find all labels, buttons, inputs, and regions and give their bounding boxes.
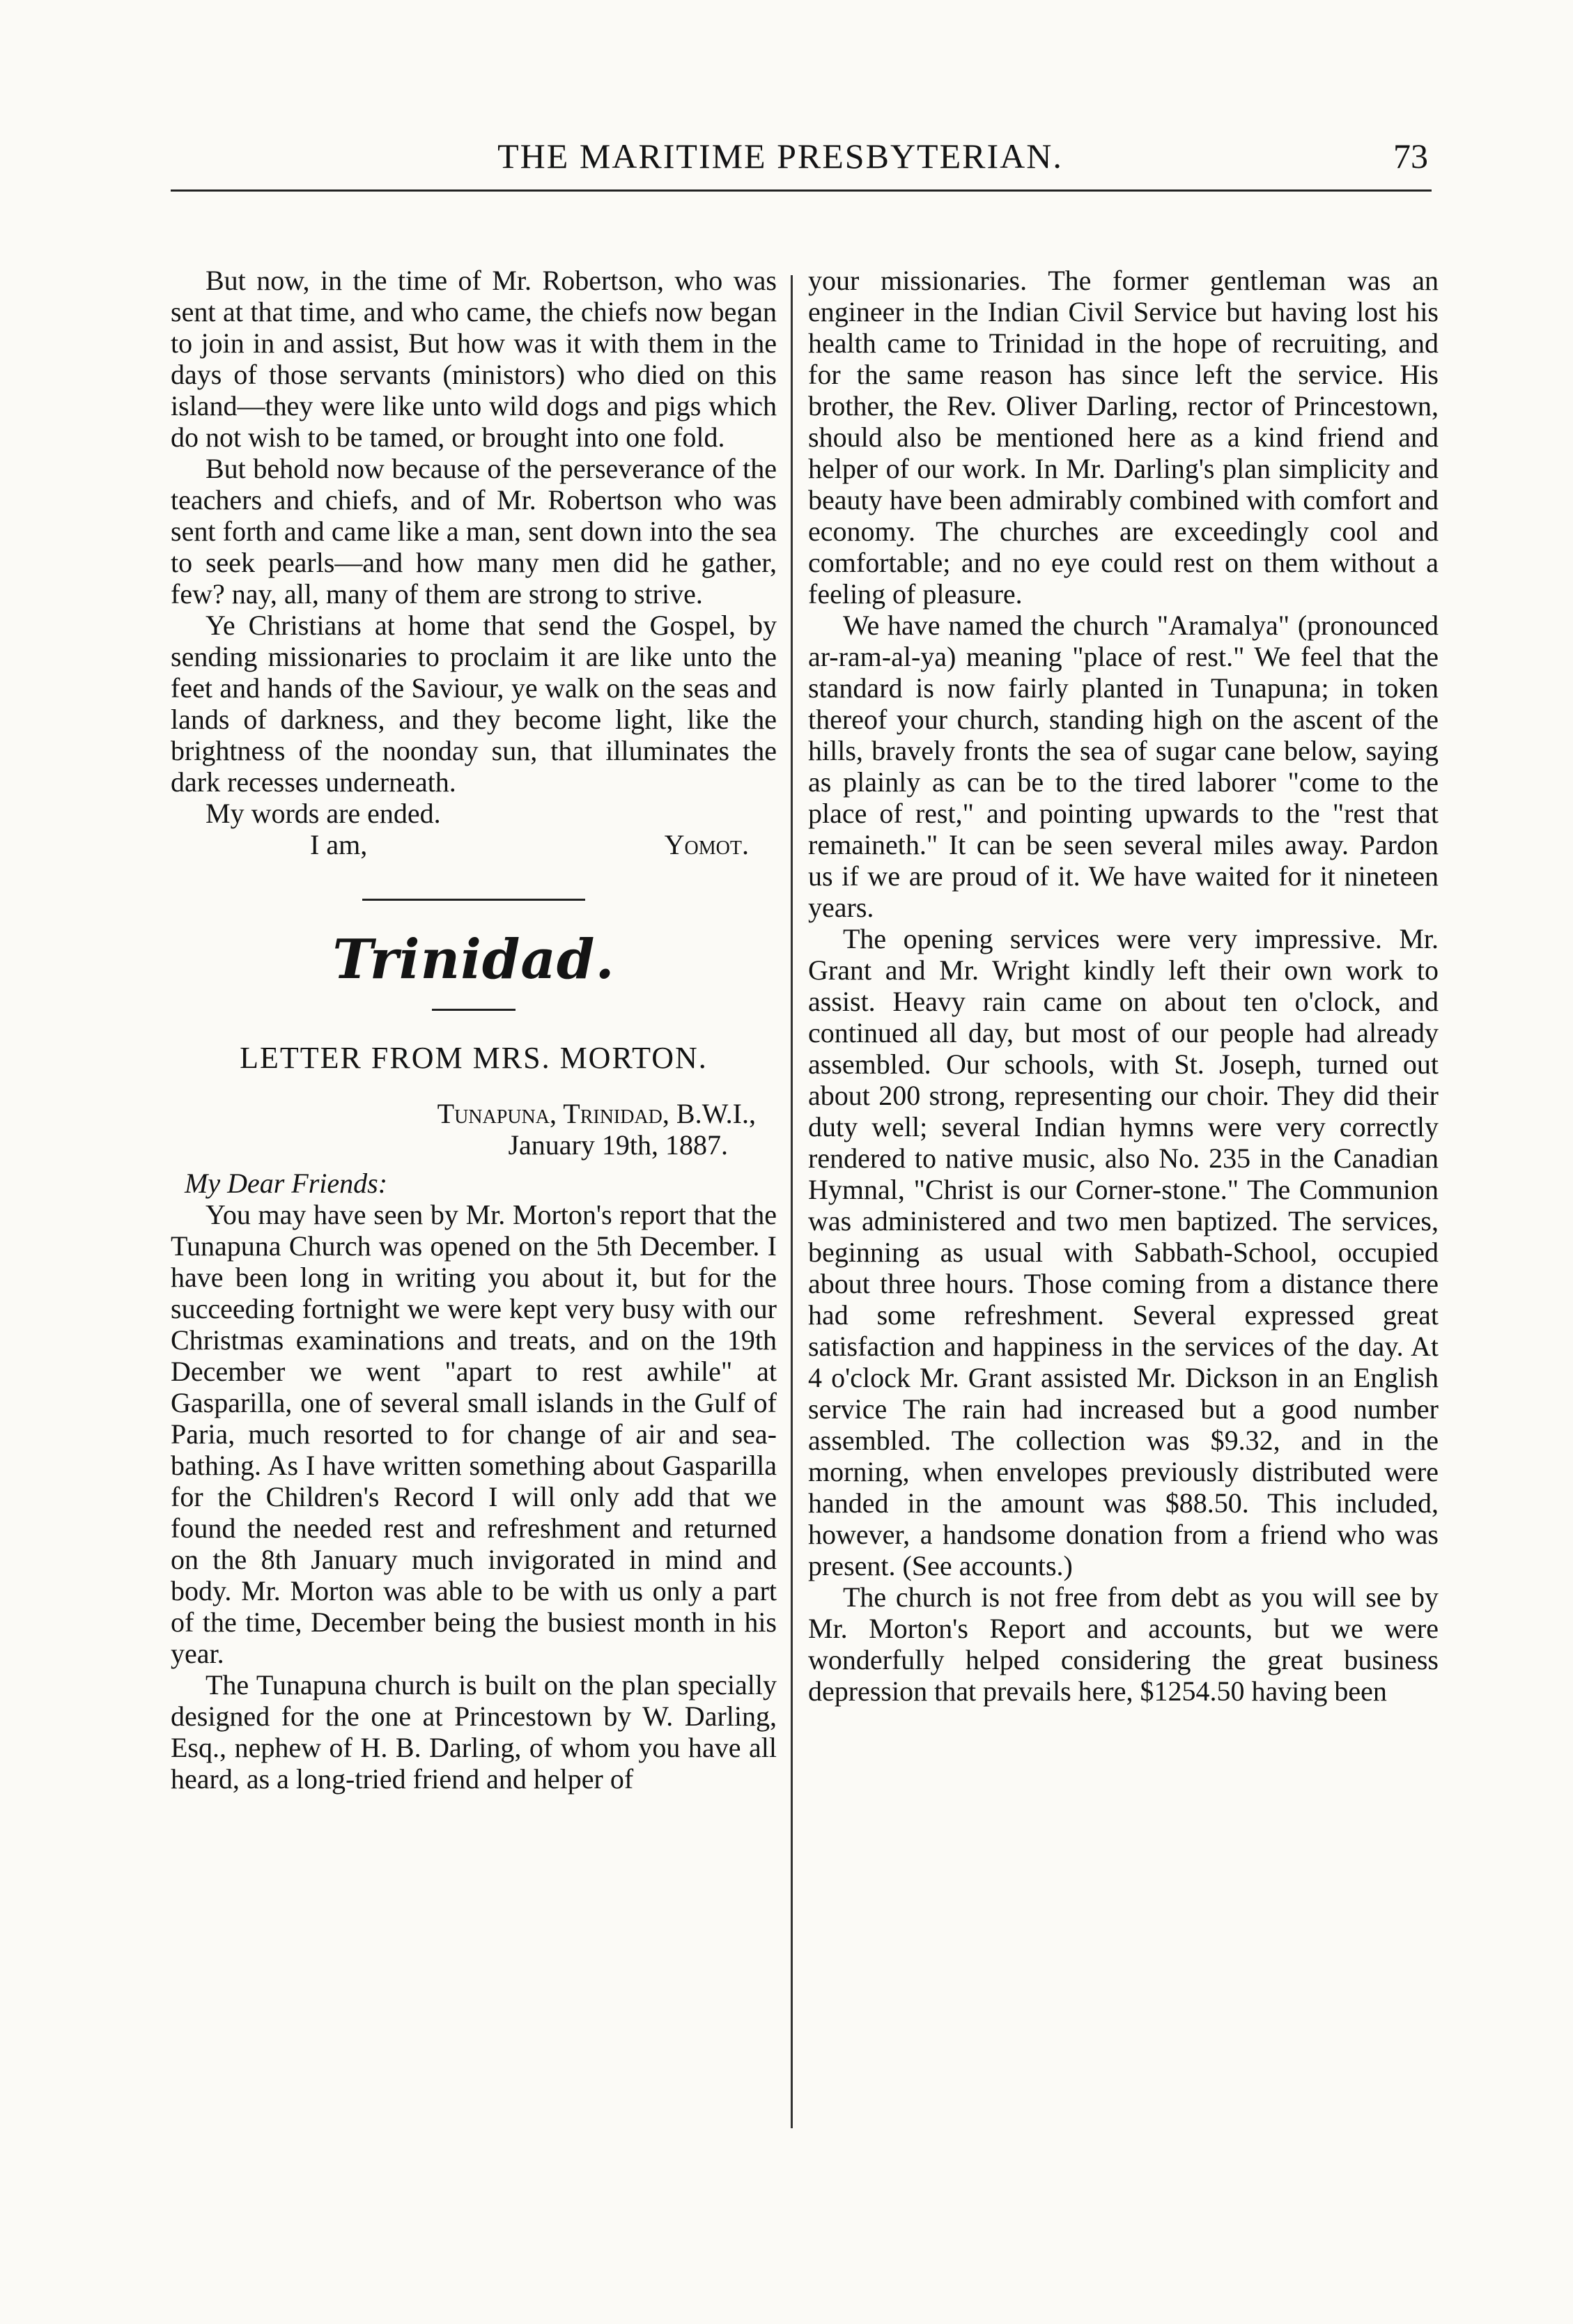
page-header (132, 129, 1428, 185)
dateline-date: January 19th, 1887. (508, 1129, 728, 1161)
letter-heading: LETTER FROM MRS. MORTON. (240, 1041, 708, 1075)
paragraph: The opening services were very impressive. Mr. Grant and Mr. Wright kindly left their own work to assist. Heavy rain came on about ten o'clock, and continued all day, but most of our people had already assembled. Our schools, with St. Joseph, turned out about 200 strong, representing our choir. They did their duty well; several Indian hymns were very correctly rendered to native music, also No. 235 in the Canadian Hymnal, "Christ is our Corner-stone." The Communion was administered and two men baptized. The services, beginning as usual with Sabbath-School, occupied about three hours. Those coming from a distance there had some refreshment. Several expressed great satisfaction and happiness in the services of the day. At 4 o'clock Mr. Grant assisted Mr. Dickson in an English service The rain had increased but a good number assembled. The collection was $9.32, and in the morning, when envelopes previously distributed were handed in the amount was $88.50. This included, however, a handsome donation from a friend who was present. (See accounts.) (808, 923, 1439, 1581)
page-number: 73 (1393, 137, 1428, 176)
closing-i-am: I am, (310, 829, 368, 860)
dateline-place: Tunapuna, Trinidad, B.W.I., (437, 1098, 756, 1129)
paragraph: But behold now because of the perseverance of the teachers and chiefs, and of Mr. Robertson who was sent forth and came like a man, sent down into the sea to seek pearls—and how many men did he gather, few? nay, all, many of them are strong to strive. (171, 453, 777, 610)
column-divider (791, 275, 793, 2128)
section-title-rule (432, 1009, 516, 1011)
signature-row (171, 829, 777, 860)
header-rule (171, 189, 1432, 192)
paragraph: But now, in the time of Mr. Robertson, who was sent at that time, and who came, the chiefs now began to join in and assist, But how was it with them in the days of those servants (ministors) who died on this island—they were like unto wild dogs and pigs which do not wish to be tamed, or brought into one fold. (171, 265, 777, 453)
journal-title: THE MARITIME PRESBYTERIAN. (497, 137, 1063, 176)
paragraph: The Tunapuna church is built on the plan specially designed for the one at Princestown by W. Darling, Esq., nephew of H. B. Darling, of whom you have all heard, as a long-tried friend and helper of (171, 1669, 777, 1795)
paragraph: We have named the church "Aramalya" (pronounced ar-ram-al-ya) meaning "place of rest." We feel that the standard is now fairly planted in Tunapuna; in token thereof your church, standing high on the ascent of the hills, bravely fronts the sea of sugar cane below, saying as plainly as can be to the tired laborer "come to the place of rest," and pointing upwards to the "rest that remaineth." It can be seen several miles away. Pardon us if we are proud of it. We have waited for it nineteen years. (808, 610, 1439, 923)
closing-words: My words are ended. (206, 798, 441, 829)
paragraph: your missionaries. The former gentleman was an engineer in the Indian Civil Service but having lost his health came to Trinidad in the hope of recruiting, and for the same reason has since left the service. His brother, the Rev. Oliver Darling, rector of Princestown, should also be mentioned here as a kind friend and helper of our work. In Mr. Darling's plan simplicity and beauty have been admirably combined with comfort and economy. The churches are exceedingly cool and comfortable; and no eye could rest on them without a feeling of pleasure. (808, 265, 1439, 610)
section-title: Trinidad. (332, 928, 615, 991)
left-column (171, 265, 777, 1795)
signature: Yomot. (664, 829, 749, 860)
paragraph: You may have seen by Mr. Morton's report that the Tunapuna Church was opened on the 5th December. I have been long in writing you about it, but for the succeeding fortnight we were kept very busy with our Christmas examinations and treats, and on the 19th December we went "apart to rest awhile" at Gasparilla, one of several small islands in the Gulf of Paria, much resorted to for change of air and sea-bathing. As I have written something about Gasparilla for the Children's Record I will only add that we found the needed rest and refreshment and returned on the 8th January much invigorated in mind and body. Mr. Morton was able to be with us only a part of the time, December being the busiest month in his year. (171, 1199, 777, 1669)
salutation: My Dear Friends: (185, 1168, 388, 1199)
paragraph: Ye Christians at home that send the Gospel, by sending missionaries to proclaim it are like unto the feet and hands of the Saviour, ye walk on the seas and lands of darkness, and they become light, like the brightness of the noonday sun, that illuminates the dark recesses underneath. (171, 610, 777, 798)
paragraph: The church is not free from debt as you will see by Mr. Morton's Report and accounts, but we were wonderfully helped considering the great business depression that prevails here, $1254.50 having been (808, 1581, 1439, 1707)
right-column (808, 265, 1439, 1707)
closing (171, 798, 777, 860)
section-separator (362, 899, 585, 901)
